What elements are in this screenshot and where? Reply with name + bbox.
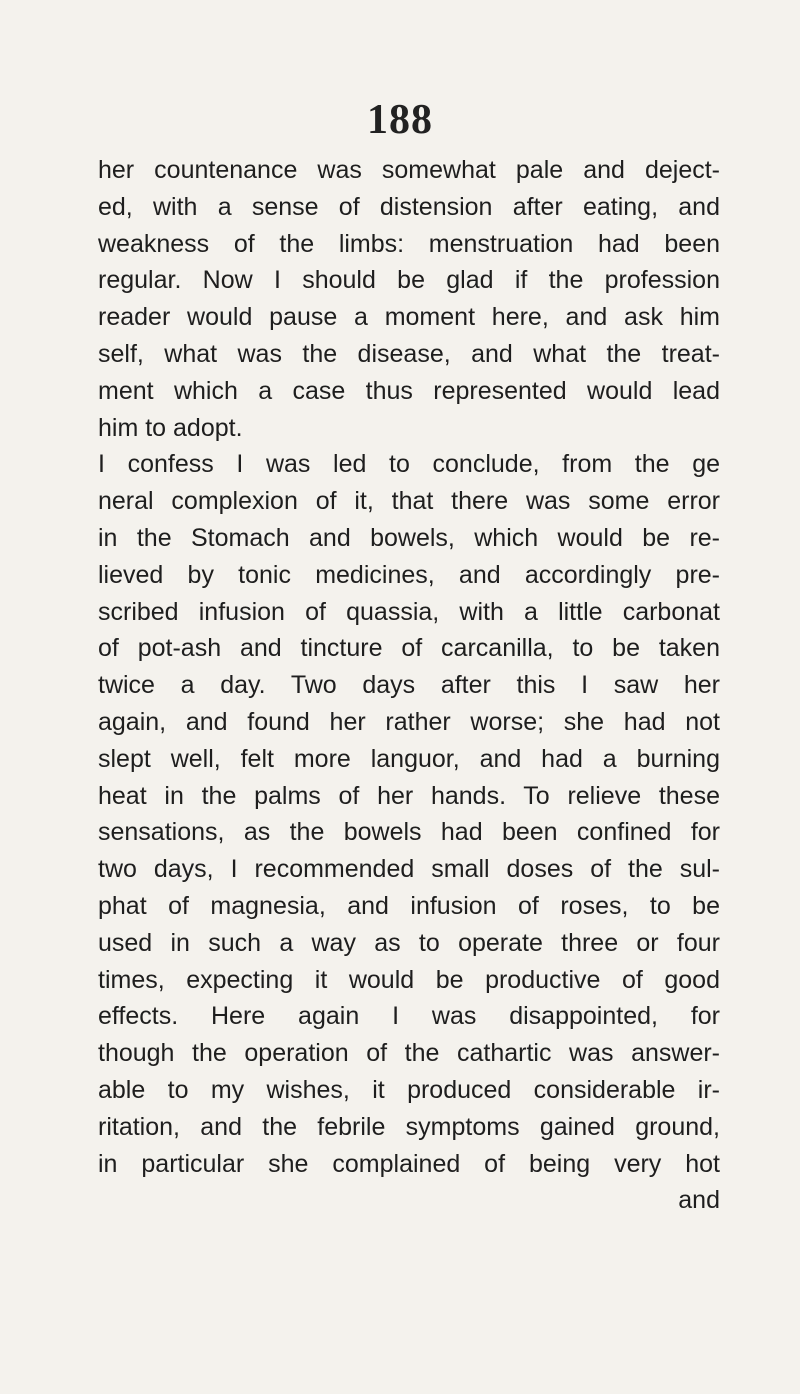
text-line: able to my wishes, it produced considerable ir- xyxy=(98,1075,720,1104)
text-line: in particular she complained of being very hot xyxy=(98,1149,720,1178)
text-line: times, expecting it would be productive of good xyxy=(98,965,720,994)
text-line: ritation, and the febrile symptoms gained ground, xyxy=(98,1112,720,1141)
text-line: two days, I recommended small doses of the sul- xyxy=(98,855,720,884)
text-line: lieved by tonic medicines, and accordingly pre- xyxy=(98,560,720,589)
text-line: though the operation of the cathartic was answer- xyxy=(98,1039,720,1068)
text-line: weakness of the limbs: menstruation had been xyxy=(98,229,720,258)
text-line: effects. Here again I was disappointed, for xyxy=(98,1002,720,1031)
text-line: her countenance was somewhat pale and deject- xyxy=(98,156,720,184)
text-line: him to adopt. xyxy=(98,413,243,442)
text-line: slept well, felt more languor, and had a burning xyxy=(98,744,720,773)
text-line: scribed infusion of quassia, with a little carbonat xyxy=(98,597,720,626)
text-line: ed, with a sense of distension after eating, and xyxy=(98,192,720,221)
text-line: of pot-ash and tincture of carcanilla, to be taken xyxy=(98,634,720,663)
text-line: reader would pause a moment here, and ask him xyxy=(98,303,720,332)
text-line: regular. Now I should be glad if the profession xyxy=(98,266,720,295)
text-line: twice a day. Two days after this I saw her xyxy=(98,671,720,700)
text-line: heat in the palms of her hands. To relieve these xyxy=(98,781,720,810)
text-line: ment which a case thus represented would lead xyxy=(98,376,720,405)
text-line: again, and found her rather worse; she had not xyxy=(98,707,720,736)
text-line: neral complexion of it, that there was some error xyxy=(98,487,720,516)
text-line: phat of magnesia, and infusion of roses, to be xyxy=(98,891,720,920)
catchword: and xyxy=(678,1186,720,1215)
text-line: used in such a way as to operate three or four xyxy=(98,928,720,957)
text-line: self, what was the disease, and what the treat- xyxy=(98,339,720,368)
text-line: in the Stomach and bowels, which would be re- xyxy=(98,523,720,552)
text-line: I confess I was led to conclude, from the ge xyxy=(98,450,720,479)
page-number: 188 xyxy=(367,97,433,143)
body-text xyxy=(98,152,720,1219)
text-line: sensations, as the bowels had been confined for xyxy=(98,818,720,847)
